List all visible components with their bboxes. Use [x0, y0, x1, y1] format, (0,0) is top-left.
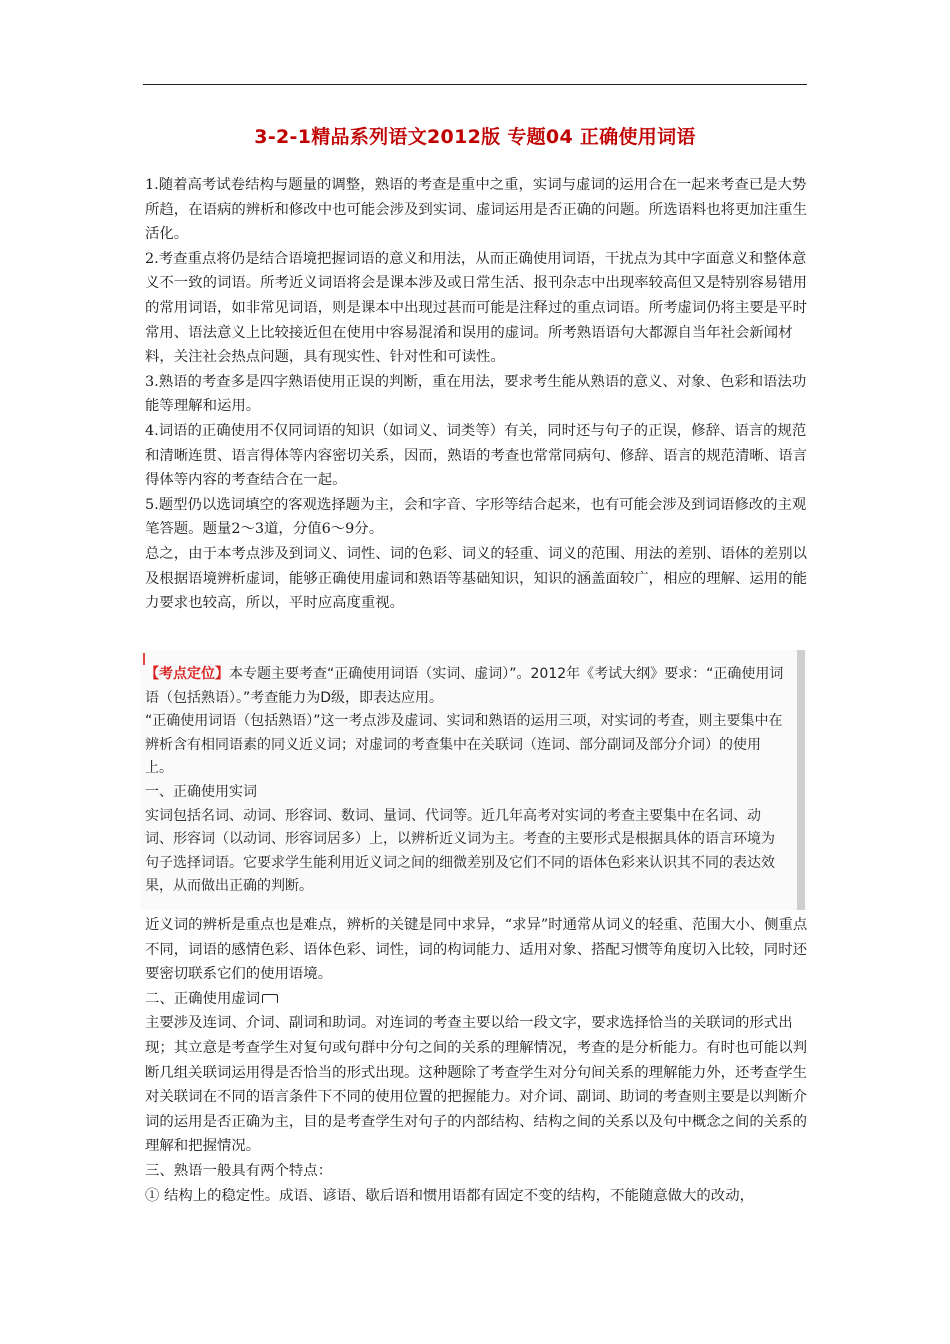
inset-screenshot	[140, 650, 805, 910]
paragraph-function-words: 主要涉及连词、介词、副词和助词。对连词的考查主要以给一段文字，要求选择恰当的关联词的形式出现；其立意是考查学生对复句或句群中分句之间的关系的理解情况，考查的是分析能力。有时也可能以判断几组关联词运用得是否恰当的形式出现。这种题除了考查学生对分句间关系的理解能力外，还考查学生对关联词在不同的语言条件下不同的使用位置的把握能力。对介词、副词、助词的考查则主要是以判断介词的运用是否正确为主，目的是考查学生对句子的内部结构、结构之间的关系以及句中概念之间的关系的理解和把握情况。	[145, 1015, 807, 1155]
heading-function-words-text: 二、正确使用虚词	[145, 990, 261, 1007]
heading-function-words	[145, 987, 813, 1012]
intro-summary: 总之，由于本考点涉及到词义、词性、词的色彩、词义的轻重、词义的范围、用法的差别、语体的差别以及根据语境辨析虚词，能够正确使用虚词和熟语等基础知识，知识的涵盖面较广，相应的理解、运用的能力要求也较高，所以，平时应高度重视。	[145, 545, 807, 612]
header-rule	[143, 84, 807, 85]
inset-heading-1: 一、正确使用实词	[145, 783, 257, 800]
paragraph-synonyms: 近义词的辨析是重点也是难点，辨析的关键是同中求异，“求异”时通常从词义的轻重、范围大小、侧重点不同，词语的感情色彩、语体色彩、词性，词的构词能力、适用对象、搭配习惯等角度切入比较，同时还要密切联系它们的使用语境。	[145, 917, 808, 983]
intro-paragraph-3: 3.熟语的考查多是四字熟语使用正误的判断，重在用法，要求考生能从熟语的意义、对象、色彩和语法功能等理解和运用。	[145, 373, 807, 415]
scrollbar[interactable]	[797, 650, 805, 910]
intro-paragraph-4: 4.词语的正确使用不仅同词语的知识（如词义、词类等）有关，同时还与句子的正误，修辞、语言的规范和清晰连贯、语言得体等内容密切关系，因而，熟语的考查也常常同病句、修辞、语言的规范清晰、语言得体等内容的考查结合在一起。	[145, 422, 807, 489]
intro-paragraph-2: 2.考查重点将仍是结合语境把握词语的意义和用法，从而正确使用词语，干扰点为其中字面意义和整体意义不一致的词语。所考近义词语将会是课本涉及或日常生活、报刊杂志中出现率较高但又是特别容易错用的常用词语，如非常见词语，则是课本中出现过甚而可能是注释过的重点词语。所考虚词仍将主要是平时常用、语法意义上比较接近但在使用中容易混淆和误用的虚词。所考熟语语句大都源自当年社会新闻材料，关注社会热点问题，具有现实性、针对性和可读性。	[145, 250, 807, 366]
inset-text	[145, 663, 785, 899]
exam-point-tag: 【考点定位】	[145, 666, 229, 682]
intro-section	[145, 173, 813, 616]
inset-paragraph-2: “正确使用词语（包括熟语）”这一考点涉及虚词、实词和熟语的运用三项，对实词的考查，则主要集中在辨析含有相同语素的同义近义词；对虚词的考查集中在关联词（连词、部分副词及部分介词）的使用上。	[145, 713, 783, 777]
intro-paragraph-5: 5.题型仍以选词填空的客观选择题为主，会和字音、字形等结合起来，也有可能会涉及到词语修改的主观笔答题。题量2～3道，分值6～9分。	[145, 496, 807, 538]
main-section	[145, 913, 813, 1208]
inset-paragraph-3: 实词包括名词、动词、形容词、数词、量词、代词等。近几年高考对实词的考查主要集中在名词、动词、形容词（以动词、形容词居多）上，以辨析近义词为主。考查的主要形式是根据具体的语言环境为句子选择词语。它要求学生能利用近义词之间的细微差别及它们不同的语体色彩来认识其不同的表达效果，从而做出正确的判断。	[145, 807, 775, 895]
intro-paragraph-1: 1.随着高考试卷结构与题量的调整，熟语的考查是重中之重，实词与虚词的运用合在一起来考查已是大势所趋，在语病的辨析和修改中也可能会涉及到实词、虚词运用是否正确的问题。所选语料也将更加注重生活化。	[145, 177, 807, 243]
editor-caret-icon	[262, 994, 278, 1003]
heading-idioms: 三、熟语一般具有两个特点：	[145, 1162, 333, 1179]
inset-paragraph-1	[145, 663, 785, 710]
paragraph-idioms-1: ① 结构上的稳定性。成语、谚语、歇后语和惯用语都有固定不变的结构，不能随意做大的改动，	[145, 1187, 754, 1204]
document-title: 3-2-1精品系列语文2012版 专题04 正确使用词语	[254, 126, 696, 148]
exam-point-text: 本专题主要考查“正确使用词语（实词、虚词）”。2012年《考试大纲》要求：“正确使用词语（包括熟语）。”考查能力为D级，即表达应用。	[145, 666, 784, 706]
